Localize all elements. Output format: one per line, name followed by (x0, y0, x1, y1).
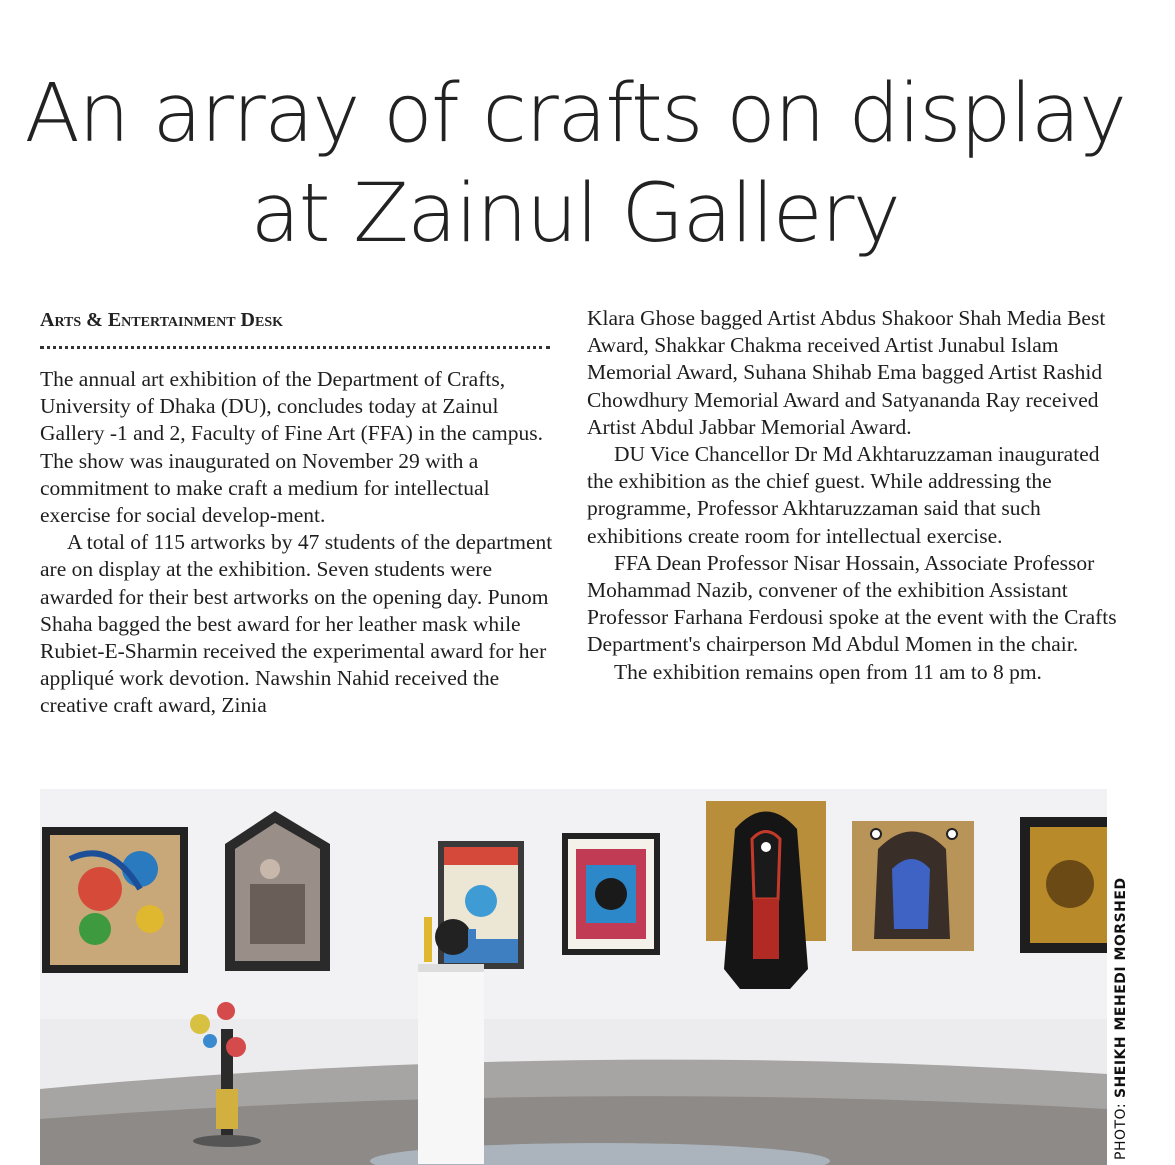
headline-line-2: at Zainul Gallery (250, 167, 900, 261)
paragraph: The annual art exhibition of the Department of Crafts, University of Dhaka (DU), concludes today at Zainul Gallery -1 and 2, Faculty of Fine Art (FFA) in the campus. The show was inaugurated on November 29 with a commitment to make craft a medium for intellectual exercise for social develop-ment. (40, 367, 543, 528)
dotted-divider (40, 346, 550, 349)
artwork-house-frame (225, 811, 330, 971)
headline (0, 64, 1150, 264)
exhibition-photo (40, 789, 1107, 1165)
paragraph: The exhibition remains open from 11 am to 8 pm. (614, 659, 1042, 684)
article-column-2 (587, 305, 1127, 686)
artwork-calligraphy (562, 833, 660, 955)
photo-credit-prefix: PHOTO: (1113, 1098, 1129, 1160)
photo-credit-name: SHEIKH MEHEDI MORSHED (1113, 877, 1129, 1099)
pedestal (418, 917, 484, 1164)
photo-credit (1113, 877, 1129, 1160)
paragraph: A total of 115 artworks by 47 students of the department are on display at the exhibition. Seven students were awarded for their best artworks on the opening day. Punom Shaha bagged the best award for her leather mask while Rubiet-E-Sharmin received the experimental award for her appliqué work devotion. Nawshin Nahid received the creative craft award, Zinia (40, 530, 553, 718)
paragraph: DU Vice Chancellor Dr Md Akhtaruzzaman inaugurated the exhibition as the chief guest. While addressing the programme, Professor Akhtaruzzaman said that such exhibitions create room for intellectual exercise. (587, 442, 1100, 548)
artwork-blue-face (852, 821, 974, 951)
paragraph: Klara Ghose bagged Artist Abdus Shakoor Shah Media Best Award, Shakkar Chakma received Artist Junabul Islam Memorial Award, Suhana Shihab Ema bagged Artist Rashid Chowdhury Memorial Award and Satyananda Ray received Artist Abdul Jabbar Memorial Award. (587, 306, 1106, 439)
article-column-1 (40, 366, 560, 720)
paragraph: FFA Dean Professor Nisar Hossain, Associate Professor Mohammad Nazib, convener of the exhibition Assistant Professor Farhana Ferdousi spoke at the event with the Crafts Department's chairperson Md Abdul Momen in the chair. (587, 550, 1117, 657)
byline-desk: Arts & Entertainment Desk (40, 309, 284, 331)
gallery-illustration (40, 789, 1107, 1165)
artwork-right-edge (1020, 817, 1107, 953)
headline-line-1: An array of crafts on display (24, 67, 1126, 161)
artwork-peacock (42, 827, 188, 973)
